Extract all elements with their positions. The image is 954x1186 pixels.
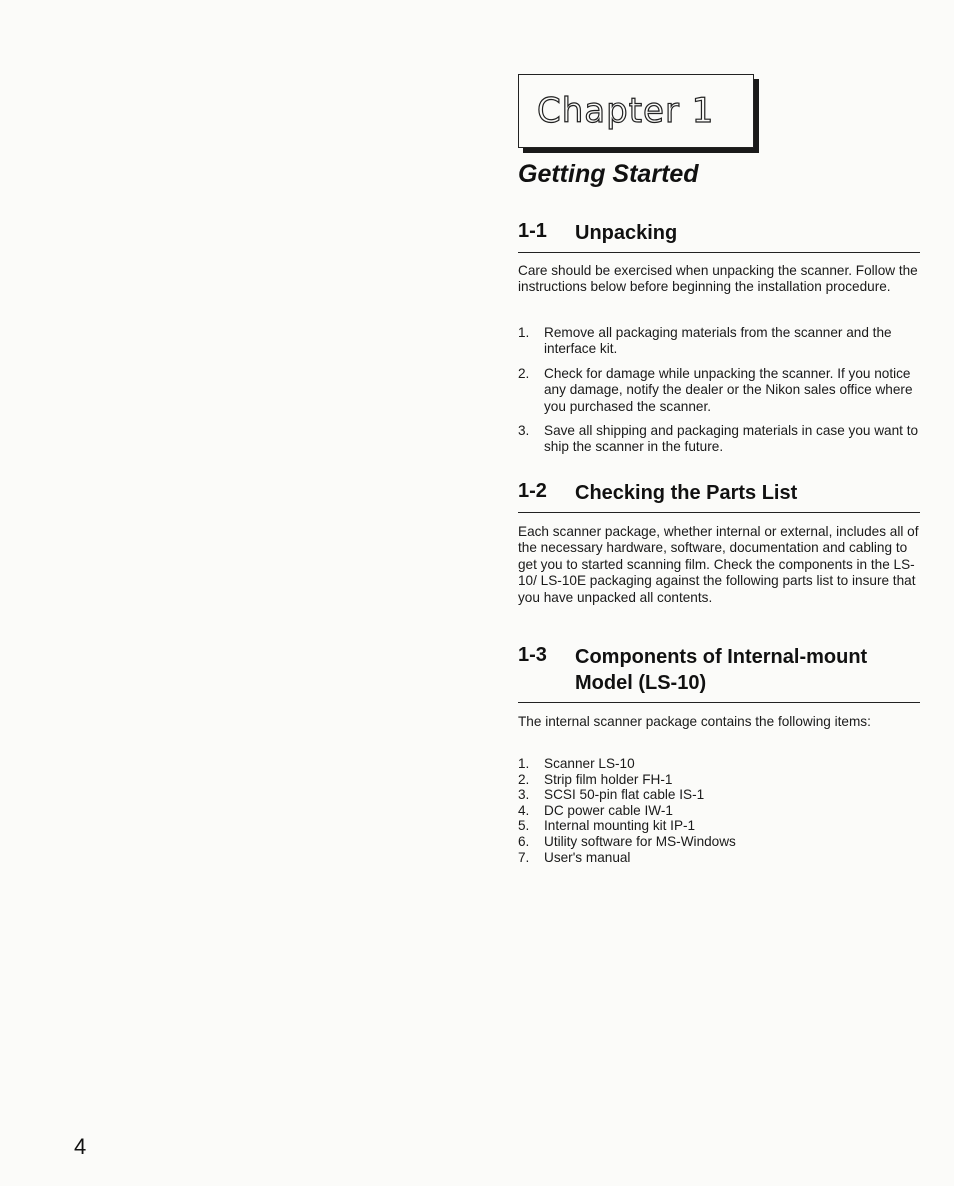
section-heading-unpacking: [518, 220, 920, 253]
list-item: 2. Strip film holder FH-1: [518, 771, 673, 787]
list-item: 3. Save all shipping and packaging materials in case you want to ship the scanner in the future.: [518, 423, 919, 455]
page-number: 4: [74, 1134, 87, 1159]
section-heading-components: [518, 644, 920, 703]
section-intro: Each scanner package, whether internal or external, includes all of the necessary hardware, software, documentation and cabling to get you to started scanning film. Check the components in the LS-10/ LS-10E packaging against the following parts list to insure that you have unpacked all contents.: [518, 524, 919, 605]
section-title: Checking the Parts List: [575, 482, 798, 504]
list-item: 1. Scanner LS-10: [518, 756, 635, 771]
section-number: 1-1: [518, 220, 547, 242]
section-number: 1-3: [518, 644, 547, 666]
list-item: 2. Check for damage while unpacking the scanner. If you notice any damage, notify the dealer or the Nikon sales office where you purchased the scanner.: [518, 365, 913, 414]
section-title: Unpacking: [575, 222, 678, 244]
list-item: 1. Remove all packaging materials from the scanner and the interface kit.: [518, 325, 892, 357]
list-item: 5. Internal mounting kit IP-1: [518, 818, 696, 834]
list-item: 6. Utility software for MS-Windows: [518, 833, 736, 849]
list-item: 3. SCSI 50-pin flat cable IS-1: [518, 787, 705, 803]
chapter-title: Getting Started: [518, 160, 699, 188]
unpacking-steps-list: [518, 325, 923, 464]
list-item: 4. DC power cable IW-1: [518, 802, 673, 818]
section-number: 1-2: [518, 480, 547, 502]
components-list: [518, 756, 923, 865]
section-intro: Care should be exercised when unpacking the scanner. Follow the instructions below before beginning the installation procedure.: [518, 263, 918, 295]
section-intro: The internal scanner package contains the following items:: [518, 714, 871, 729]
section-title: Components of Internal-mount Model (LS-10): [575, 646, 868, 694]
list-item: 7. User's manual: [518, 849, 631, 865]
chapter-label-box: [518, 74, 754, 148]
chapter-label: Chapter 1: [537, 91, 715, 131]
section-heading-parts-list: [518, 480, 920, 513]
